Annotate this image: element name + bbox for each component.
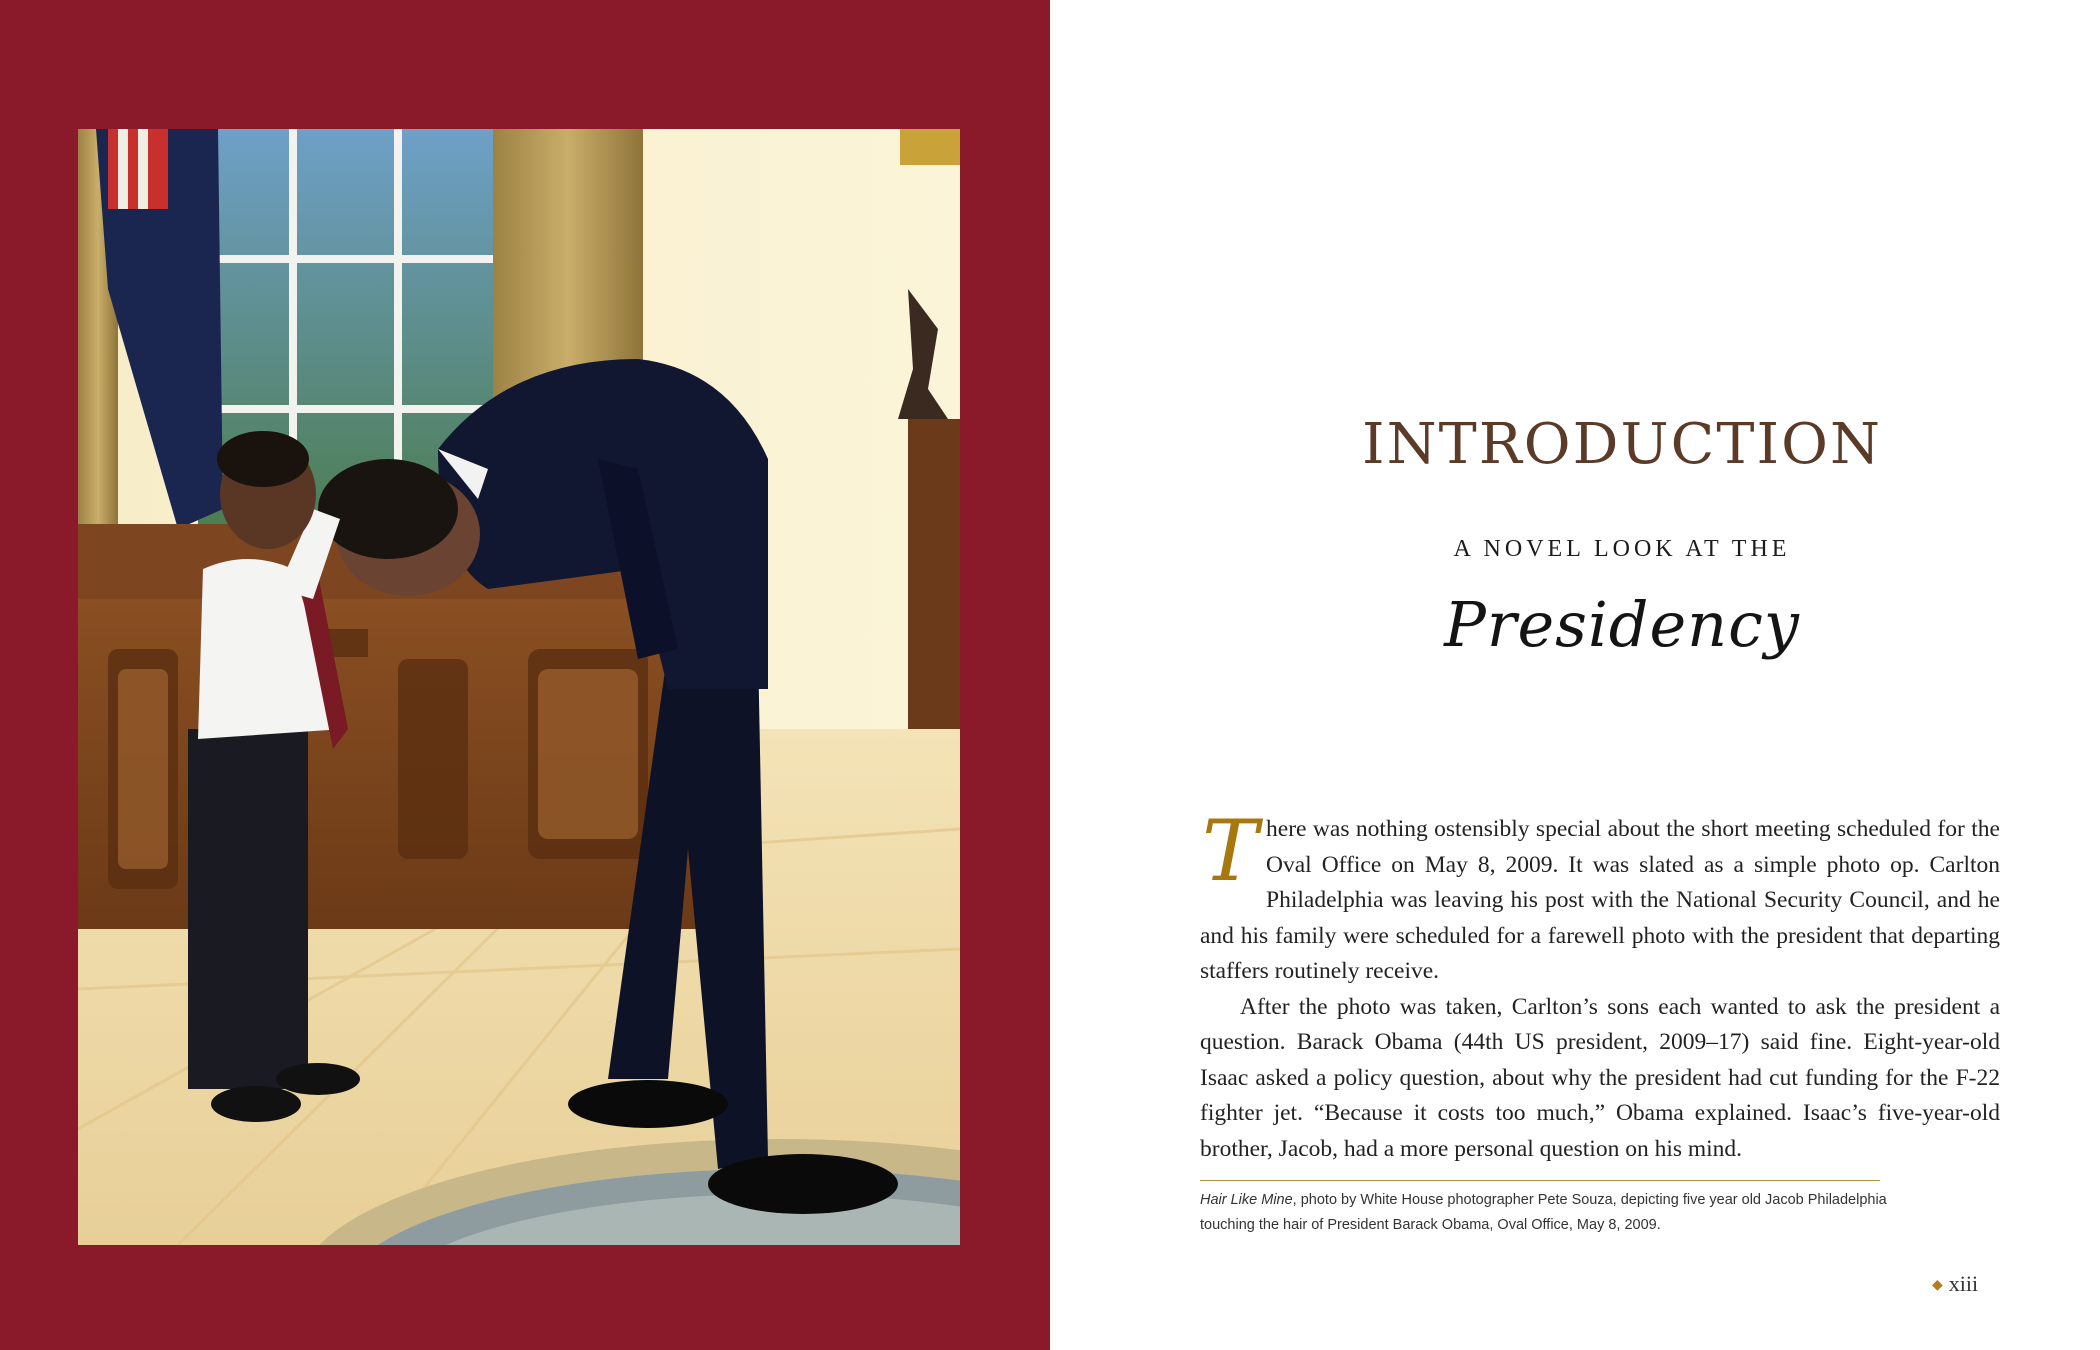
right-page [1050,0,2100,1350]
chapter-title: INTRODUCTION [1361,412,1883,477]
body-text [1200,802,2000,1167]
page-number [1932,1271,1978,1297]
diamond-icon: ◆ [1932,1278,1943,1293]
caption-rule [1200,1180,1880,1181]
page-number-text: xiii [1948,1271,1979,1296]
caption-title: Hair Like Mine [1200,1192,1293,1208]
paragraph-2: After the photo was taken, Carlton’s sons each wanted to ask the president a question. Barack Obama (44th US president, 2009–17) said fine. Eight-year-old Isaac asked a policy question, about why the president had cut funding for the F-22 fighter jet. “Because it costs too much,” Obama explained. Isaac’s five-year-old brother, Jacob, had a more personal question on his mind. [1200,993,2000,1162]
chapter-title-wrap [1202,412,2042,477]
drop-cap: T [1202,802,1259,900]
paragraph-1 [1200,802,2000,990]
photo [78,129,960,1245]
caption-text: , photo by White House photographer Pete Souza, depicting five year old Jacob Philadelphia touching the hair of President Barack Obama, Oval Office, May 8, 2009. [1200,1192,1887,1233]
chapter-script-title: Presidency [1444,588,1800,661]
paragraph-1-text: here was nothing ostensibly special about the short meeting scheduled for the Oval Office on May 8, 2009. It was slated as a simple photo op. Carlton Philadelphia was leaving his post with the National Security Council, and he and his family were scheduled for a farewell photo with the president that departing staffers routinely receive. [1200,816,2000,984]
photo-caption [1200,1188,1920,1238]
chapter-subtitle: A NOVEL LOOK AT THE [1453,536,1791,562]
